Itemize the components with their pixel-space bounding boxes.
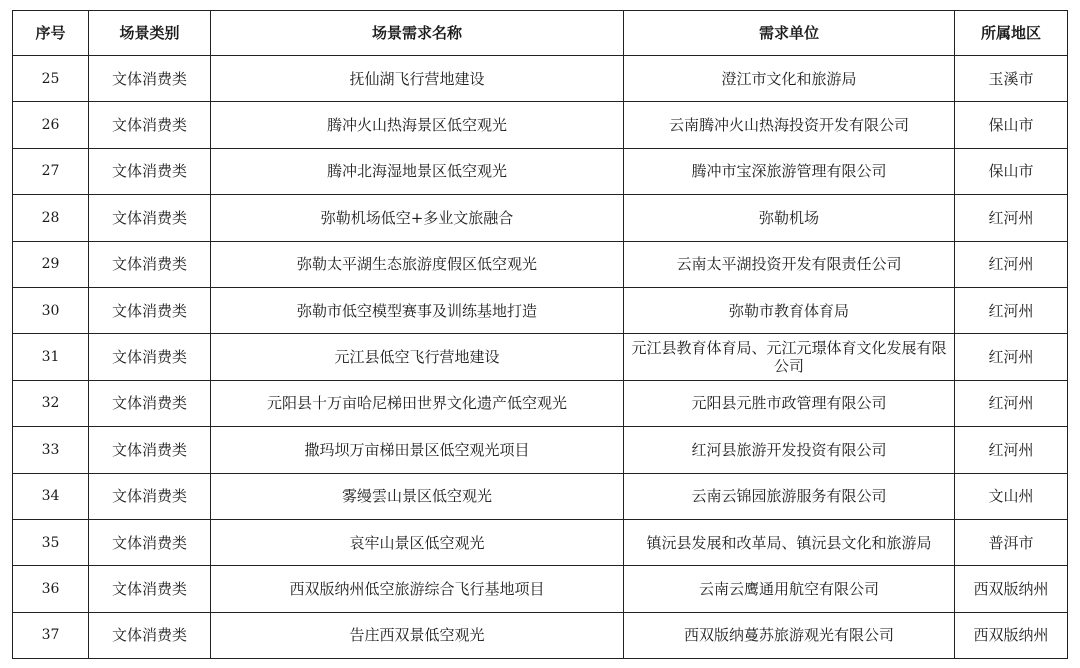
cell-demand-unit: 澄江市文化和旅游局 [624,56,955,102]
cell-category: 文体消费类 [89,102,211,148]
cell-demand-unit: 云南云鹰通用航空有限公司 [624,566,955,612]
cell-demand-unit: 弥勒机场 [624,195,955,241]
cell-scene-name: 腾冲火山热海景区低空观光 [211,102,624,148]
table-row [13,241,1068,287]
cell-scene-name: 元阳县十万亩哈尼梯田世界文化遗产低空观光 [211,380,624,426]
cell-demand-unit: 镇沅县发展和改革局、镇沅县文化和旅游局 [624,519,955,565]
cell-demand-unit: 红河县旅游开发投资有限公司 [624,427,955,473]
cell-category: 文体消费类 [89,566,211,612]
cell-region: 红河州 [955,427,1068,473]
cell-region: 文山州 [955,473,1068,519]
table-row [13,566,1068,612]
cell-region: 西双版纳州 [955,566,1068,612]
header-category: 场景类别 [89,11,211,56]
cell-index: 34 [13,473,89,519]
cell-scene-name: 哀牢山景区低空观光 [211,519,624,565]
cell-category: 文体消费类 [89,287,211,333]
table-header-row [13,11,1068,56]
table-row [13,427,1068,473]
cell-index: 29 [13,241,89,287]
cell-scene-name: 弥勒市低空模型赛事及训练基地打造 [211,287,624,333]
cell-index: 32 [13,380,89,426]
cell-category: 文体消费类 [89,473,211,519]
cell-region: 红河州 [955,334,1068,380]
cell-scene-name: 告庄西双景低空观光 [211,612,624,658]
cell-category: 文体消费类 [89,427,211,473]
header-scene-name: 场景需求名称 [211,11,624,56]
cell-index: 31 [13,334,89,380]
cell-category: 文体消费类 [89,195,211,241]
table-row [13,380,1068,426]
cell-scene-name: 西双版纳州低空旅游综合飞行基地项目 [211,566,624,612]
cell-region: 红河州 [955,380,1068,426]
header-index: 序号 [13,11,89,56]
cell-demand-unit: 西双版纳蔓苏旅游观光有限公司 [624,612,955,658]
cell-scene-name: 抚仙湖飞行营地建设 [211,56,624,102]
cell-index: 28 [13,195,89,241]
cell-region: 红河州 [955,241,1068,287]
cell-category: 文体消费类 [89,334,211,380]
cell-index: 36 [13,566,89,612]
cell-index: 35 [13,519,89,565]
scene-demand-table-sheet [12,10,1068,659]
cell-region: 玉溪市 [955,56,1068,102]
cell-index: 25 [13,56,89,102]
cell-category: 文体消费类 [89,380,211,426]
scene-demand-table [12,10,1068,659]
cell-demand-unit: 云南腾冲火山热海投资开发有限公司 [624,102,955,148]
cell-demand-unit: 腾冲市宝深旅游管理有限公司 [624,148,955,194]
cell-scene-name: 腾冲北海湿地景区低空观光 [211,148,624,194]
cell-demand-unit: 元江县教育体育局、元江元璟体育文化发展有限公司 [624,334,955,380]
cell-region: 红河州 [955,287,1068,333]
table-row [13,519,1068,565]
cell-region: 保山市 [955,148,1068,194]
cell-category: 文体消费类 [89,241,211,287]
cell-index: 33 [13,427,89,473]
cell-region: 普洱市 [955,519,1068,565]
cell-region: 保山市 [955,102,1068,148]
table-row [13,56,1068,102]
cell-scene-name: 元江县低空飞行营地建设 [211,334,624,380]
cell-index: 26 [13,102,89,148]
cell-region: 西双版纳州 [955,612,1068,658]
cell-region: 红河州 [955,195,1068,241]
table-row [13,473,1068,519]
cell-scene-name: 雾缦雲山景区低空观光 [211,473,624,519]
header-demand-unit: 需求单位 [624,11,955,56]
cell-demand-unit: 弥勒市教育体育局 [624,287,955,333]
table-row [13,334,1068,380]
cell-category: 文体消费类 [89,56,211,102]
table-row [13,102,1068,148]
cell-demand-unit: 云南云锦园旅游服务有限公司 [624,473,955,519]
cell-category: 文体消费类 [89,519,211,565]
table-row [13,195,1068,241]
cell-index: 37 [13,612,89,658]
cell-category: 文体消费类 [89,612,211,658]
table-row [13,612,1068,658]
cell-scene-name: 弥勒机场低空+多业文旅融合 [211,195,624,241]
cell-index: 27 [13,148,89,194]
cell-demand-unit: 元阳县元胜市政管理有限公司 [624,380,955,426]
cell-demand-unit: 云南太平湖投资开发有限责任公司 [624,241,955,287]
table-row [13,148,1068,194]
header-region: 所属地区 [955,11,1068,56]
cell-category: 文体消费类 [89,148,211,194]
cell-scene-name: 弥勒太平湖生态旅游度假区低空观光 [211,241,624,287]
cell-index: 30 [13,287,89,333]
table-row [13,287,1068,333]
cell-scene-name: 撒玛坝万亩梯田景区低空观光项目 [211,427,624,473]
